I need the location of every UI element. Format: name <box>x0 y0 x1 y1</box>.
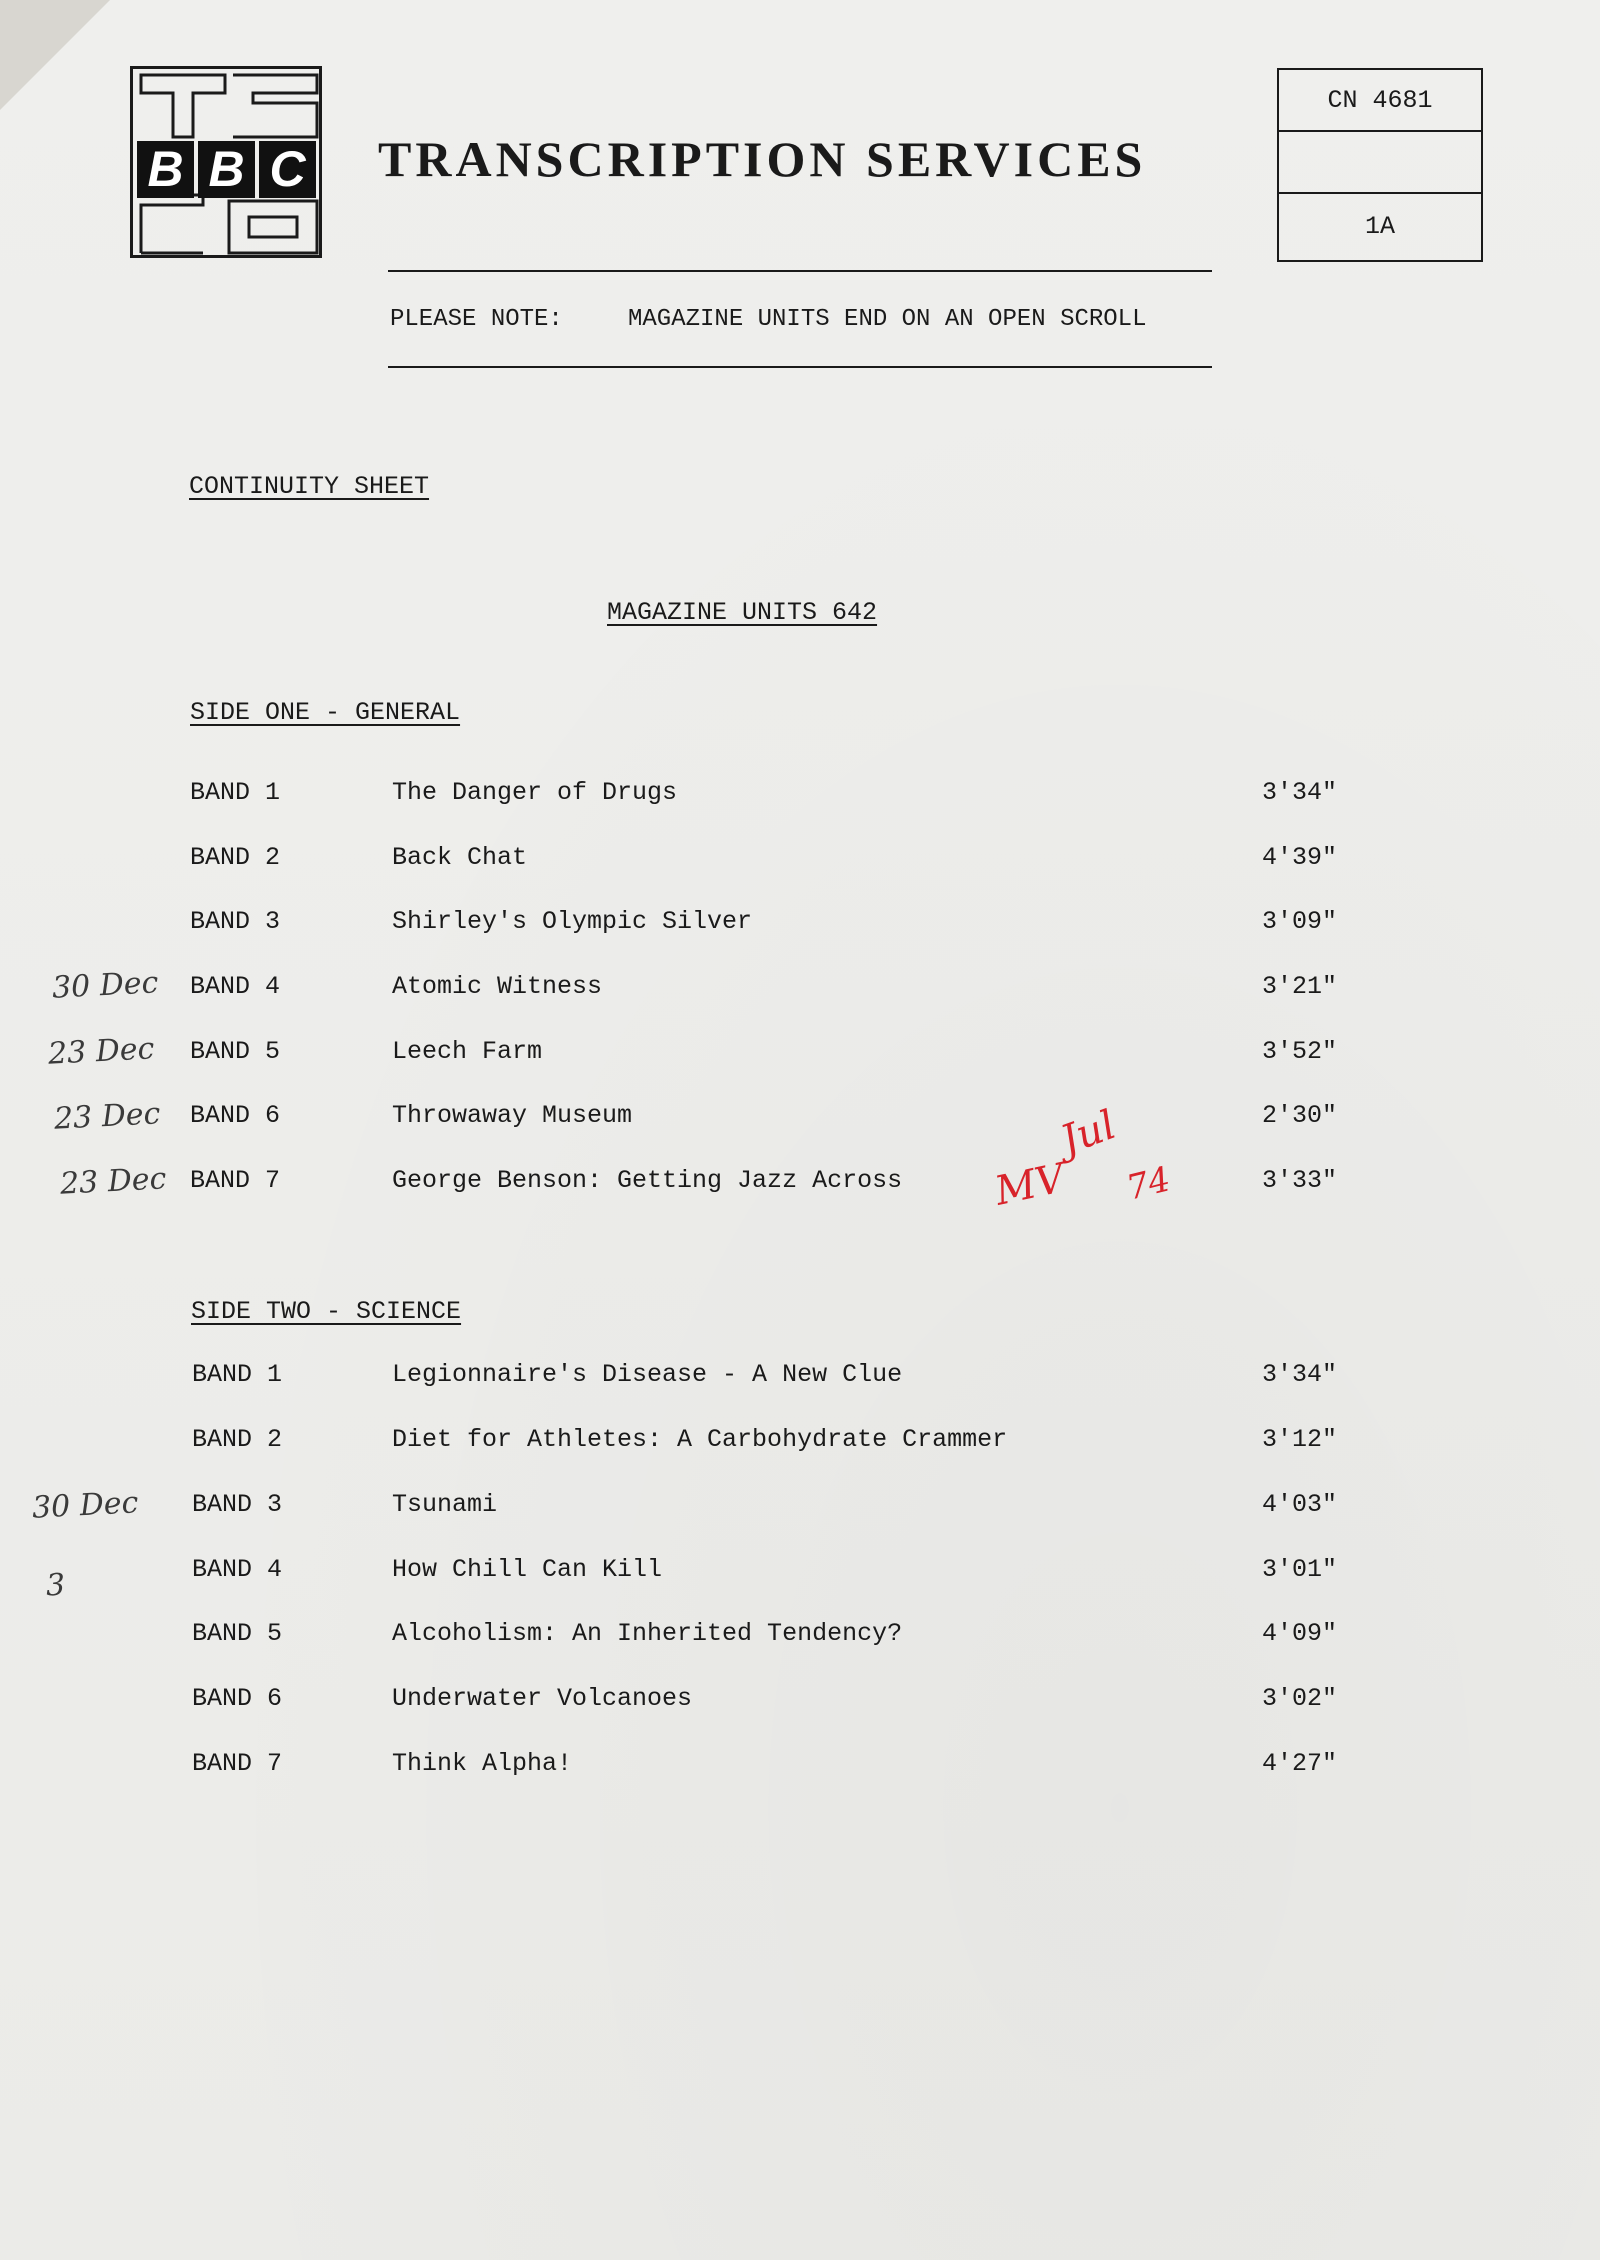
band-number: BAND 5 <box>190 1037 281 1066</box>
band-number: BAND 2 <box>190 843 281 872</box>
band-title: The Danger of Drugs <box>392 778 678 807</box>
band-duration: 4'09" <box>1262 1619 1338 1648</box>
handwritten-mark: 3 <box>45 1567 66 1604</box>
band-number: BAND 4 <box>190 972 281 1001</box>
band-number: BAND 3 <box>190 907 281 936</box>
red-date-year: 74 <box>1122 1159 1175 1209</box>
band-row <box>0 907 1600 947</box>
band-title: How Chill Can Kill <box>392 1555 663 1584</box>
band-title: George Benson: Getting Jazz Across <box>392 1166 903 1195</box>
band-number: BAND 1 <box>190 778 281 807</box>
band-number: BAND 2 <box>192 1425 283 1454</box>
band-number: BAND 7 <box>192 1749 283 1778</box>
reference-code: CN 4681 <box>1279 70 1481 132</box>
band-duration: 2'30" <box>1262 1101 1338 1130</box>
logo-letter: B <box>137 141 194 198</box>
band-title: Think Alpha! <box>392 1749 573 1778</box>
band-duration: 4'03" <box>1262 1490 1338 1519</box>
notice-label: PLEASE NOTE: <box>390 306 563 333</box>
band-title: Legionnaire's Disease - A New Clue <box>392 1360 903 1389</box>
band-number: BAND 4 <box>192 1555 283 1584</box>
band-duration: 3'02" <box>1262 1684 1338 1713</box>
band-row <box>0 778 1600 818</box>
band-title: Shirley's Olympic Silver <box>392 907 753 936</box>
handwritten-date: 30 Dec <box>31 1485 140 1526</box>
band-row <box>0 1166 1600 1206</box>
band-row <box>0 972 1600 1012</box>
notice-rule-top <box>388 270 1212 272</box>
bbc-ts-logo <box>130 66 322 258</box>
reference-box <box>1277 68 1483 262</box>
band-duration: 4'27" <box>1262 1749 1338 1778</box>
programme-title: MAGAZINE UNITS 642 <box>607 598 878 627</box>
side-one-heading: SIDE ONE - GENERAL <box>190 698 461 727</box>
band-title: Alcoholism: An Inherited Tendency? <box>392 1619 903 1648</box>
band-duration: 3'01" <box>1262 1555 1338 1584</box>
red-date-month: Jul <box>1054 1102 1122 1164</box>
handwritten-date: 30 Dec <box>51 965 160 1006</box>
band-number: BAND 7 <box>190 1166 281 1195</box>
band-duration: 3'33" <box>1262 1166 1338 1195</box>
logo-letter: B <box>198 141 255 198</box>
sheet-title: CONTINUITY SHEET <box>189 472 430 501</box>
side-two-heading: SIDE TWO - SCIENCE <box>191 1297 462 1326</box>
band-number: BAND 5 <box>192 1619 283 1648</box>
band-duration: 3'52" <box>1262 1037 1338 1066</box>
bbc-letter-blocks <box>137 141 316 198</box>
band-row <box>0 1037 1600 1077</box>
band-number: BAND 6 <box>192 1684 283 1713</box>
band-duration: 3'12" <box>1262 1425 1338 1454</box>
band-row <box>0 1749 1600 1789</box>
folded-corner <box>0 0 110 110</box>
band-number: BAND 1 <box>192 1360 283 1389</box>
handwritten-date: 23 Dec <box>47 1031 156 1072</box>
band-duration: 4'39" <box>1262 843 1338 872</box>
red-initials: MV <box>990 1155 1069 1215</box>
notice-rule-bottom <box>388 366 1212 368</box>
handwritten-date: 23 Dec <box>59 1161 168 1202</box>
reference-blank-cell <box>1279 132 1481 194</box>
band-row <box>0 1101 1600 1141</box>
band-title: Atomic Witness <box>392 972 603 1001</box>
handwritten-date: 23 Dec <box>53 1096 162 1137</box>
band-number: BAND 6 <box>190 1101 281 1130</box>
band-title: Tsunami <box>392 1490 498 1519</box>
band-row <box>0 1490 1600 1530</box>
band-duration: 3'34" <box>1262 778 1338 807</box>
band-row <box>0 1360 1600 1400</box>
band-row <box>0 1425 1600 1465</box>
band-duration: 3'09" <box>1262 907 1338 936</box>
reference-number: 1A <box>1364 212 1395 241</box>
band-title: Leech Farm <box>392 1037 543 1066</box>
band-title: Back Chat <box>392 843 528 872</box>
band-row <box>0 843 1600 883</box>
band-row <box>0 1619 1600 1659</box>
band-duration: 3'34" <box>1262 1360 1338 1389</box>
band-number: BAND 3 <box>192 1490 283 1519</box>
document-title: TRANSCRIPTION SERVICES <box>378 131 1147 187</box>
band-title: Diet for Athletes: A Carbohydrate Crammer <box>392 1425 1008 1454</box>
notice-text: MAGAZINE UNITS END ON AN OPEN SCROLL <box>628 306 1147 333</box>
band-title: Underwater Volcanoes <box>392 1684 693 1713</box>
band-duration: 3'21" <box>1262 972 1338 1001</box>
band-title: Throwaway Museum <box>392 1101 633 1130</box>
band-row <box>0 1555 1600 1595</box>
logo-letter: C <box>259 141 316 198</box>
band-row <box>0 1684 1600 1724</box>
